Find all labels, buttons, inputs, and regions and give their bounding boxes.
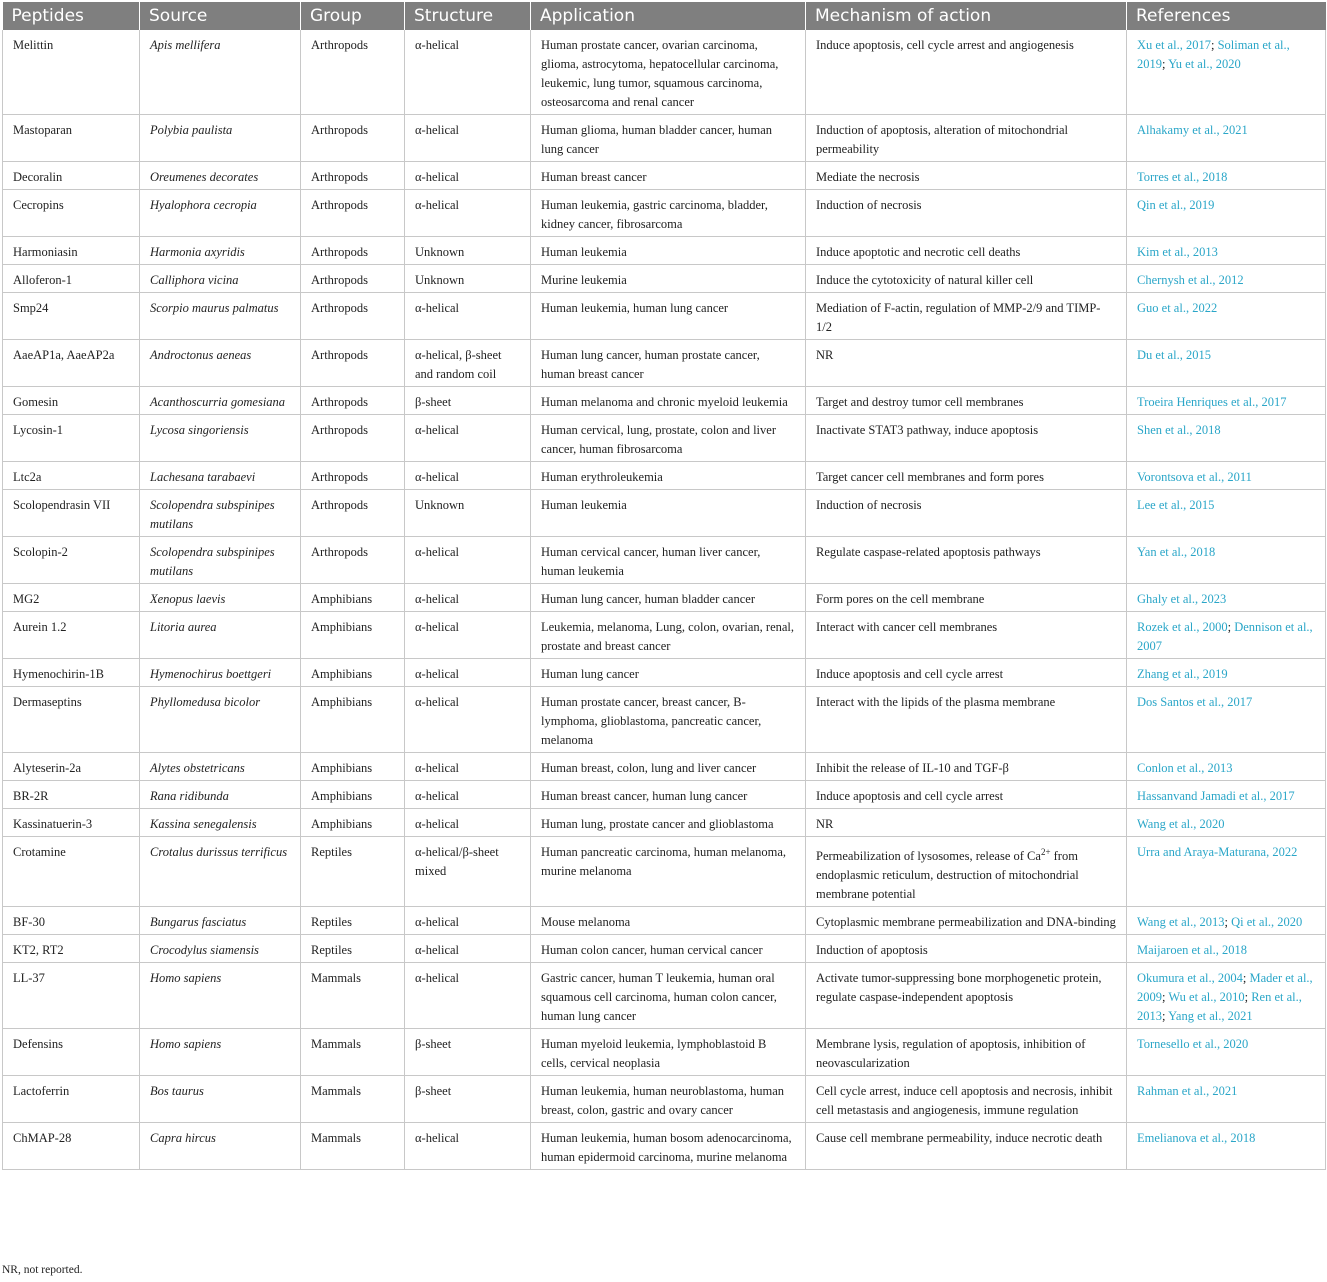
- reference-link[interactable]: Guo et al., 2022: [1137, 301, 1218, 315]
- reference-link[interactable]: Shen et al., 2018: [1137, 423, 1221, 437]
- cell-peptide: Dermaseptins: [3, 687, 140, 753]
- table-row: [3, 490, 1326, 537]
- cell-group: Mammals: [301, 1123, 405, 1170]
- mechanism-superscript: 2+: [1040, 847, 1051, 857]
- cell-structure: β-sheet: [405, 1029, 531, 1076]
- cell-peptide: BR-2R: [3, 781, 140, 809]
- cell-structure: α-helical, β-sheet and random coil: [405, 340, 531, 387]
- cell-application: Human erythroleukemia: [531, 462, 806, 490]
- cell-references: [1127, 1123, 1326, 1170]
- cell-application: Human leukemia, human neuroblastoma, human breast, colon, gastric and ovary cancer: [531, 1076, 806, 1123]
- cell-group: Arthropods: [301, 490, 405, 537]
- mechanism-text: Permeabilization of lysosomes, release of Ca: [816, 849, 1041, 864]
- cell-references: [1127, 265, 1326, 293]
- table-row: [3, 907, 1326, 935]
- cell-source: Homo sapiens: [140, 1029, 301, 1076]
- cell-structure: α-helical: [405, 612, 531, 659]
- cell-structure: Unknown: [405, 490, 531, 537]
- cell-group: Arthropods: [301, 340, 405, 387]
- cell-structure: β-sheet: [405, 1076, 531, 1123]
- cell-mechanism: Interact with cancer cell membranes: [806, 612, 1127, 659]
- cell-references: [1127, 809, 1326, 837]
- cell-references: [1127, 415, 1326, 462]
- cell-peptide: Alyteserin-2a: [3, 753, 140, 781]
- cell-peptide: Smp24: [3, 293, 140, 340]
- cell-references: [1127, 490, 1326, 537]
- cell-group: Arthropods: [301, 30, 405, 115]
- cell-structure: α-helical: [405, 781, 531, 809]
- cell-source: Homo sapiens: [140, 963, 301, 1029]
- cell-peptide: Crotamine: [3, 837, 140, 907]
- cell-application: Human lung cancer, human bladder cancer: [531, 584, 806, 612]
- reference-link[interactable]: Qin et al., 2019: [1137, 198, 1215, 212]
- cell-references: [1127, 687, 1326, 753]
- cell-structure: α-helical: [405, 687, 531, 753]
- cell-application: Leukemia, melanoma, Lung, colon, ovarian, renal, prostate and breast cancer: [531, 612, 806, 659]
- reference-link[interactable]: Yang et al., 2021: [1168, 1009, 1253, 1024]
- cell-references: Rozek et al., 2000; Dennison et al., 2007: [1127, 612, 1326, 659]
- cell-peptide: KT2, RT2: [3, 935, 140, 963]
- cell-structure: α-helical: [405, 462, 531, 490]
- cell-group: Amphibians: [301, 809, 405, 837]
- reference-link[interactable]: Wang et al., 2013: [1137, 915, 1225, 930]
- reference-link[interactable]: Hassanvand Jamadi et al., 2017: [1137, 789, 1295, 803]
- cell-references: Wang et al., 2013; Qi et al., 2020: [1127, 907, 1326, 935]
- cell-group: Arthropods: [301, 462, 405, 490]
- peptides-table: [2, 2, 1326, 1170]
- cell-group: Reptiles: [301, 907, 405, 935]
- cell-mechanism: Target cancer cell membranes and form pores: [806, 462, 1127, 490]
- reference-link[interactable]: Lee et al., 2015: [1137, 498, 1215, 512]
- cell-group: Arthropods: [301, 265, 405, 293]
- cell-references: [1127, 537, 1326, 584]
- cell-application: Human lung cancer: [531, 659, 806, 687]
- header-mechanism: Mechanism of action: [806, 2, 1127, 30]
- table-row: [3, 781, 1326, 809]
- cell-source: Litoria aurea: [140, 612, 301, 659]
- cell-application: Human pancreatic carcinoma, human melanoma, murine melanoma: [531, 837, 806, 907]
- cell-references: [1127, 237, 1326, 265]
- cell-mechanism: Induce apoptotic and necrotic cell deaths: [806, 237, 1127, 265]
- table-body: [3, 30, 1326, 1170]
- reference-link[interactable]: Yan et al., 2018: [1137, 545, 1216, 559]
- cell-application: Murine leukemia: [531, 265, 806, 293]
- cell-structure: α-helical: [405, 415, 531, 462]
- cell-group: Amphibians: [301, 781, 405, 809]
- cell-group: Arthropods: [301, 387, 405, 415]
- cell-application: Human breast cancer: [531, 162, 806, 190]
- cell-source: Acanthoscurria gomesiana: [140, 387, 301, 415]
- cell-mechanism: Regulate caspase-related apoptosis pathways: [806, 537, 1127, 584]
- table-row: [3, 659, 1326, 687]
- table-row: [3, 293, 1326, 340]
- cell-mechanism: Induction of apoptosis, alteration of mitochondrial permeability: [806, 115, 1127, 162]
- header-structure: Structure: [405, 2, 531, 30]
- cell-references: [1127, 293, 1326, 340]
- cell-mechanism: [806, 837, 1127, 907]
- cell-references: [1127, 935, 1326, 963]
- cell-structure: α-helical: [405, 753, 531, 781]
- table-row: [3, 584, 1326, 612]
- cell-application: Human prostate cancer, ovarian carcinoma, glioma, astrocytoma, hepatocellular carcinoma, leukemic, lung tumor, squamous carcinoma, osteosarcoma and renal cancer: [531, 30, 806, 115]
- cell-references: Okumura et al., 2004; Mader et al., 2009; Wu et al., 2010; Ren et al., 2013; Yang et al., 2021: [1127, 963, 1326, 1029]
- cell-source: Capra hircus: [140, 1123, 301, 1170]
- cell-application: Human breast cancer, human lung cancer: [531, 781, 806, 809]
- header-application: Application: [531, 2, 806, 30]
- cell-mechanism: Induce the cytotoxicity of natural killer cell: [806, 265, 1127, 293]
- table-row: [3, 190, 1326, 237]
- cell-structure: α-helical: [405, 293, 531, 340]
- cell-peptide: Scolopin-2: [3, 537, 140, 584]
- cell-structure: α-helical: [405, 1123, 531, 1170]
- cell-references: [1127, 1029, 1326, 1076]
- cell-application: Human glioma, human bladder cancer, human lung cancer: [531, 115, 806, 162]
- cell-group: Arthropods: [301, 293, 405, 340]
- table-row: [3, 612, 1326, 659]
- table-row: [3, 462, 1326, 490]
- cell-source: Xenopus laevis: [140, 584, 301, 612]
- cell-peptide: Aurein 1.2: [3, 612, 140, 659]
- table-row: [3, 162, 1326, 190]
- cell-group: Amphibians: [301, 659, 405, 687]
- cell-group: Mammals: [301, 1029, 405, 1076]
- cell-application: Human melanoma and chronic myeloid leukemia: [531, 387, 806, 415]
- cell-mechanism: Induction of necrosis: [806, 490, 1127, 537]
- table-row: [3, 115, 1326, 162]
- reference-link[interactable]: Zhang et al., 2019: [1137, 667, 1228, 681]
- table-row: [3, 687, 1326, 753]
- table-row: [3, 340, 1326, 387]
- table-row: [3, 1076, 1326, 1123]
- cell-source: Phyllomedusa bicolor: [140, 687, 301, 753]
- cell-peptide: Hymenochirin-1B: [3, 659, 140, 687]
- cell-structure: Unknown: [405, 237, 531, 265]
- cell-peptide: MG2: [3, 584, 140, 612]
- cell-source: Calliphora vicina: [140, 265, 301, 293]
- reference-link[interactable]: Rahman et al., 2021: [1137, 1084, 1238, 1099]
- cell-references: [1127, 837, 1326, 907]
- cell-peptide: Scolopendrasin VII: [3, 490, 140, 537]
- table-row: [3, 237, 1326, 265]
- table-row: [3, 265, 1326, 293]
- footnote: NR, not reported.: [2, 1264, 83, 1276]
- table-container: [2, 2, 1325, 1170]
- cell-structure: α-helical/β-sheet mixed: [405, 837, 531, 907]
- cell-references: [1127, 659, 1326, 687]
- cell-peptide: Decoralin: [3, 162, 140, 190]
- cell-references: [1127, 162, 1326, 190]
- reference-link[interactable]: Ren et al., 2013: [1137, 990, 1302, 1024]
- reference-link[interactable]: Vorontsova et al., 2011: [1137, 470, 1252, 484]
- cell-structure: α-helical: [405, 584, 531, 612]
- reference-link[interactable]: Dennison et al., 2007: [1137, 620, 1313, 653]
- cell-structure: α-helical: [405, 809, 531, 837]
- cell-source: Crotalus durissus terrificus: [140, 837, 301, 907]
- reference-link[interactable]: Kim et al., 2013: [1137, 245, 1218, 259]
- reference-link[interactable]: Ghaly et al., 2023: [1137, 592, 1227, 606]
- cell-structure: α-helical: [405, 537, 531, 584]
- cell-source: Androctonus aeneas: [140, 340, 301, 387]
- cell-group: Mammals: [301, 1076, 405, 1123]
- cell-peptide: LL-37: [3, 963, 140, 1029]
- reference-link[interactable]: Mader et al., 2009: [1137, 971, 1313, 1005]
- cell-structure: Unknown: [405, 265, 531, 293]
- cell-structure: α-helical: [405, 907, 531, 935]
- cell-source: Harmonia axyridis: [140, 237, 301, 265]
- cell-application: Human breast, colon, lung and liver cancer: [531, 753, 806, 781]
- cell-source: Apis mellifera: [140, 30, 301, 115]
- cell-group: Arthropods: [301, 190, 405, 237]
- table-row: [3, 935, 1326, 963]
- cell-peptide: Kassinatuerin-3: [3, 809, 140, 837]
- cell-source: Scolopendra subspinipes mutilans: [140, 490, 301, 537]
- cell-peptide: ChMAP-28: [3, 1123, 140, 1170]
- cell-source: Hyalophora cecropia: [140, 190, 301, 237]
- cell-group: Amphibians: [301, 753, 405, 781]
- mechanism-text: from endoplasmic reticulum, destruction of mitochondrial membrane potential: [816, 849, 1079, 902]
- cell-peptide: Melittin: [3, 30, 140, 115]
- cell-source: Lachesana tarabaevi: [140, 462, 301, 490]
- table-row: [3, 415, 1326, 462]
- reference-link[interactable]: Maijaroen et al., 2018: [1137, 943, 1248, 958]
- table-row: [3, 1123, 1326, 1170]
- table-row: [3, 963, 1326, 1029]
- reference-link[interactable]: Wang et al., 2020: [1137, 817, 1225, 831]
- cell-application: Human leukemia, gastric carcinoma, bladder, kidney cancer, fibrosarcoma: [531, 190, 806, 237]
- cell-mechanism: Induce apoptosis and cell cycle arrest: [806, 659, 1127, 687]
- cell-structure: α-helical: [405, 963, 531, 1029]
- table-row: [3, 837, 1326, 907]
- cell-mechanism: Mediate the necrosis: [806, 162, 1127, 190]
- cell-structure: α-helical: [405, 935, 531, 963]
- cell-mechanism: Mediation of F-actin, regulation of MMP-2/9 and TIMP-1/2: [806, 293, 1127, 340]
- table-row: [3, 809, 1326, 837]
- cell-mechanism: Induction of necrosis: [806, 190, 1127, 237]
- cell-mechanism: Cause cell membrane permeability, induce necrotic death: [806, 1123, 1127, 1170]
- cell-group: Arthropods: [301, 237, 405, 265]
- cell-source: Lycosa singoriensis: [140, 415, 301, 462]
- cell-references: [1127, 753, 1326, 781]
- reference-link[interactable]: Qi et al., 2020: [1231, 915, 1303, 930]
- cell-peptide: Ltc2a: [3, 462, 140, 490]
- reference-link[interactable]: Okumura et al., 2004: [1137, 971, 1243, 986]
- reference-link[interactable]: Troeira Henriques et al., 2017: [1137, 395, 1287, 409]
- cell-application: Gastric cancer, human T leukemia, human oral squamous cell carcinoma, human colon cancer, human lung cancer: [531, 963, 806, 1029]
- header-peptides: Peptides: [3, 2, 140, 30]
- cell-group: Amphibians: [301, 687, 405, 753]
- cell-group: Arthropods: [301, 115, 405, 162]
- cell-group: Reptiles: [301, 837, 405, 907]
- header-row: [3, 2, 1326, 30]
- cell-mechanism: Cytoplasmic membrane permeabilization and DNA-binding: [806, 907, 1127, 935]
- cell-references: [1127, 1076, 1326, 1123]
- cell-structure: β-sheet: [405, 387, 531, 415]
- cell-structure: α-helical: [405, 659, 531, 687]
- reference-link[interactable]: Wu et al., 2010: [1168, 990, 1245, 1005]
- reference-link[interactable]: Yu et al., 2020: [1168, 57, 1241, 71]
- cell-mechanism: NR: [806, 809, 1127, 837]
- cell-source: Bungarus fasciatus: [140, 907, 301, 935]
- cell-application: Human leukemia, human bosom adenocarcinoma, human epidermoid carcinoma, murine melanoma: [531, 1123, 806, 1170]
- cell-structure: α-helical: [405, 190, 531, 237]
- reference-link[interactable]: Xu et al., 2017: [1137, 38, 1211, 52]
- cell-references: [1127, 190, 1326, 237]
- cell-peptide: Harmoniasin: [3, 237, 140, 265]
- cell-references: [1127, 340, 1326, 387]
- cell-source: Scorpio maurus palmatus: [140, 293, 301, 340]
- reference-link[interactable]: Urra and Araya-Maturana, 2022: [1137, 845, 1298, 859]
- cell-group: Arthropods: [301, 162, 405, 190]
- reference-link[interactable]: Emelianova et al., 2018: [1137, 1131, 1256, 1146]
- cell-application: Human myeloid leukemia, lymphoblastoid B cells, cervical neoplasia: [531, 1029, 806, 1076]
- cell-peptide: Defensins: [3, 1029, 140, 1076]
- cell-group: Arthropods: [301, 537, 405, 584]
- cell-group: Amphibians: [301, 612, 405, 659]
- reference-link[interactable]: Torres et al., 2018: [1137, 170, 1228, 184]
- table-row: [3, 753, 1326, 781]
- cell-application: Human leukemia, human lung cancer: [531, 293, 806, 340]
- cell-peptide: AaeAP1a, AaeAP2a: [3, 340, 140, 387]
- cell-peptide: Alloferon-1: [3, 265, 140, 293]
- cell-peptide: BF-30: [3, 907, 140, 935]
- cell-source: Hymenochirus boettgeri: [140, 659, 301, 687]
- header-source: Source: [140, 2, 301, 30]
- cell-group: Amphibians: [301, 584, 405, 612]
- cell-references: [1127, 387, 1326, 415]
- cell-mechanism: Cell cycle arrest, induce cell apoptosis and necrosis, inhibit cell metastasis and angiogenesis, immune regulation: [806, 1076, 1127, 1123]
- cell-peptide: Lactoferrin: [3, 1076, 140, 1123]
- cell-application: Human prostate cancer, breast cancer, B-lymphoma, glioblastoma, pancreatic cancer, melanoma: [531, 687, 806, 753]
- cell-source: Bos taurus: [140, 1076, 301, 1123]
- cell-references: [1127, 781, 1326, 809]
- cell-mechanism: NR: [806, 340, 1127, 387]
- table-row: [3, 387, 1326, 415]
- cell-source: Scolopendra subspinipes mutilans: [140, 537, 301, 584]
- header-group: Group: [301, 2, 405, 30]
- cell-mechanism: Induce apoptosis, cell cycle arrest and angiogenesis: [806, 30, 1127, 115]
- cell-group: Mammals: [301, 963, 405, 1029]
- reference-link[interactable]: Rozek et al., 2000: [1137, 620, 1228, 634]
- cell-application: Mouse melanoma: [531, 907, 806, 935]
- cell-mechanism: Membrane lysis, regulation of apoptosis, inhibition of neovascularization: [806, 1029, 1127, 1076]
- cell-references: [1127, 584, 1326, 612]
- cell-mechanism: Activate tumor-suppressing bone morphogenetic protein, regulate caspase-independent apoptosis: [806, 963, 1127, 1029]
- cell-application: Human leukemia: [531, 490, 806, 537]
- cell-group: Reptiles: [301, 935, 405, 963]
- cell-application: Human cervical cancer, human liver cancer, human leukemia: [531, 537, 806, 584]
- cell-references: [1127, 462, 1326, 490]
- reference-link[interactable]: Tornesello et al., 2020: [1137, 1037, 1249, 1052]
- reference-link[interactable]: Alhakamy et al., 2021: [1137, 123, 1248, 137]
- cell-application: Human lung cancer, human prostate cancer, human breast cancer: [531, 340, 806, 387]
- cell-group: Arthropods: [301, 415, 405, 462]
- cell-mechanism: Inactivate STAT3 pathway, induce apoptosis: [806, 415, 1127, 462]
- cell-mechanism: Induce apoptosis and cell cycle arrest: [806, 781, 1127, 809]
- cell-application: Human colon cancer, human cervical cancer: [531, 935, 806, 963]
- reference-link[interactable]: Dos Santos et al., 2017: [1137, 695, 1253, 709]
- table-row: [3, 30, 1326, 115]
- cell-source: Polybia paulista: [140, 115, 301, 162]
- table-row: [3, 537, 1326, 584]
- cell-peptide: Mastoparan: [3, 115, 140, 162]
- cell-peptide: Lycosin-1: [3, 415, 140, 462]
- cell-source: Oreumenes decorates: [140, 162, 301, 190]
- cell-mechanism: Target and destroy tumor cell membranes: [806, 387, 1127, 415]
- reference-link[interactable]: Chernysh et al., 2012: [1137, 273, 1244, 287]
- cell-source: Crocodylus siamensis: [140, 935, 301, 963]
- cell-peptide: Gomesin: [3, 387, 140, 415]
- cell-mechanism: Form pores on the cell membrane: [806, 584, 1127, 612]
- cell-references: [1127, 115, 1326, 162]
- cell-source: Rana ridibunda: [140, 781, 301, 809]
- cell-application: Human cervical, lung, prostate, colon and liver cancer, human fibrosarcoma: [531, 415, 806, 462]
- reference-link[interactable]: Conlon et al., 2013: [1137, 761, 1233, 775]
- cell-references: Xu et al., 2017; Soliman et al., 2019; Yu et al., 2020: [1127, 30, 1326, 115]
- header-references: References: [1127, 2, 1326, 30]
- cell-mechanism: Interact with the lipids of the plasma membrane: [806, 687, 1127, 753]
- cell-structure: α-helical: [405, 115, 531, 162]
- cell-mechanism: Inhibit the release of IL-10 and TGF-β: [806, 753, 1127, 781]
- cell-source: Kassina senegalensis: [140, 809, 301, 837]
- cell-source: Alytes obstetricans: [140, 753, 301, 781]
- table-row: [3, 1029, 1326, 1076]
- reference-link[interactable]: Soliman et al., 2019: [1137, 38, 1290, 71]
- cell-application: Human lung, prostate cancer and glioblastoma: [531, 809, 806, 837]
- reference-link[interactable]: Du et al., 2015: [1137, 348, 1211, 362]
- cell-application: Human leukemia: [531, 237, 806, 265]
- cell-structure: α-helical: [405, 162, 531, 190]
- cell-structure: α-helical: [405, 30, 531, 115]
- cell-peptide: Cecropins: [3, 190, 140, 237]
- cell-mechanism: Induction of apoptosis: [806, 935, 1127, 963]
